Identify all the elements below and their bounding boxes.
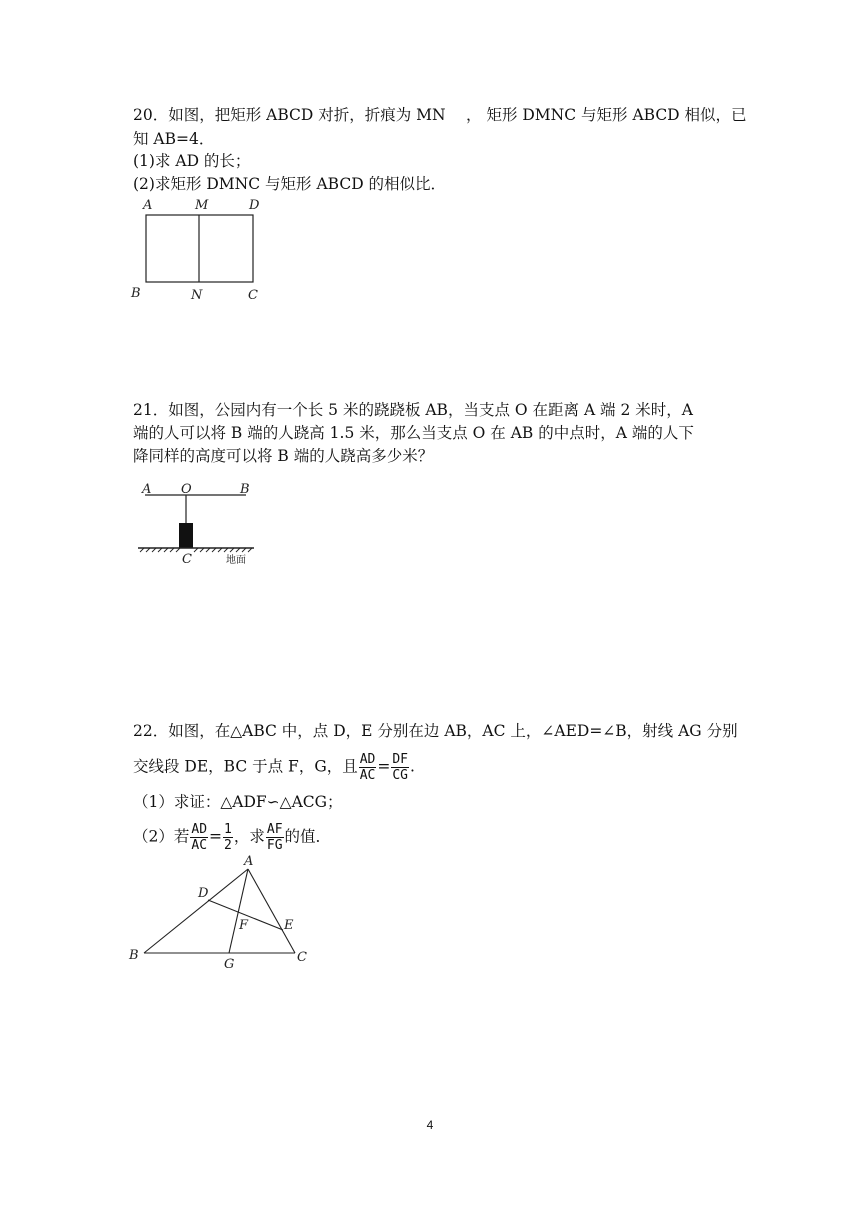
fraction-ad-ac: $\frac{AD}{AC}$ [359, 752, 376, 783]
label-o: O [181, 482, 192, 497]
q22-line-2: 交线段 DE，BC 于点 F，G，且 $\frac{AD}{AC}$ = $\frac{DF}{CG}$ . [133, 752, 415, 783]
fraction-df-cg: $\frac{DF}{CG}$ [392, 752, 409, 783]
fraction-ad-ac-2: $\frac{AD}{AC}$ [191, 822, 208, 853]
label-a: A [142, 482, 152, 497]
support-block [179, 523, 193, 548]
equals-sign: = [377, 757, 391, 776]
q20-line-4: (2)求矩形 DMNC 与矩形 ABCD 的相似比． [133, 175, 447, 193]
label-a: A [143, 198, 153, 213]
q22-triangle-figure [128, 855, 318, 975]
q21-line-2: 端的人可以将 B 端的人跷高 1.5 米，那么当支点 O 在 AB 的中点时，A 端的人下 [133, 424, 694, 442]
page-number: 4 [426, 1118, 434, 1132]
label-d: D [198, 886, 209, 901]
label-b: B [131, 286, 141, 301]
label-n: N [191, 288, 203, 303]
label-m: M [195, 198, 209, 213]
label-e: E [284, 918, 294, 933]
q22-line-1: 22．如图，在△ABC 中，点 D，E 分别在边 AB，AC 上，∠AED=∠B，射线 AG 分别 [133, 722, 738, 740]
label-ground: 地面 [226, 555, 246, 566]
label-c: C [248, 288, 258, 303]
q22-line-4: （2）若 $\frac{AD}{AC}$ = $\frac{1}{2}$ ，求 $\frac{AF}{FG}$ 的值． [133, 822, 332, 853]
label-b: B [129, 948, 139, 963]
side-ac [248, 869, 295, 953]
label-d: D [249, 198, 260, 213]
fraction-one-half: $\frac{1}{2}$ [224, 822, 232, 853]
q20-line-3: (1)求 AD 的长； [133, 152, 251, 170]
label-c: C [297, 950, 307, 965]
label-g: G [224, 957, 235, 972]
label-a: A [244, 854, 254, 869]
q22-line-3: （1）求证：△ADF∽△ACG； [133, 793, 343, 811]
label-f: F [239, 918, 249, 933]
q20-line-1: 20．如图，把矩形 ABCD 对折，折痕为 MN ， 矩形 DMNC 与矩形 ABCD 相似，已 [133, 106, 747, 124]
q22-line-2-text: 交线段 DE，BC 于点 F，G，且 [133, 757, 358, 776]
q21-seesaw-figure [136, 478, 266, 573]
label-b: B [240, 482, 250, 497]
label-c: C [182, 552, 192, 567]
q21-line-1: 21．如图，公园内有一个长 5 米的跷跷板 AB，当支点 O 在距离 A 端 2 米时，A [133, 401, 693, 419]
q20-rectangle-figure [128, 195, 268, 305]
q21-line-3: 降同样的高度可以将 B 端的人跷高多少米？ [133, 447, 434, 465]
fraction-af-fg: $\frac{AF}{FG}$ [266, 822, 283, 853]
q20-line-2: 知 AB=4． [133, 130, 215, 148]
